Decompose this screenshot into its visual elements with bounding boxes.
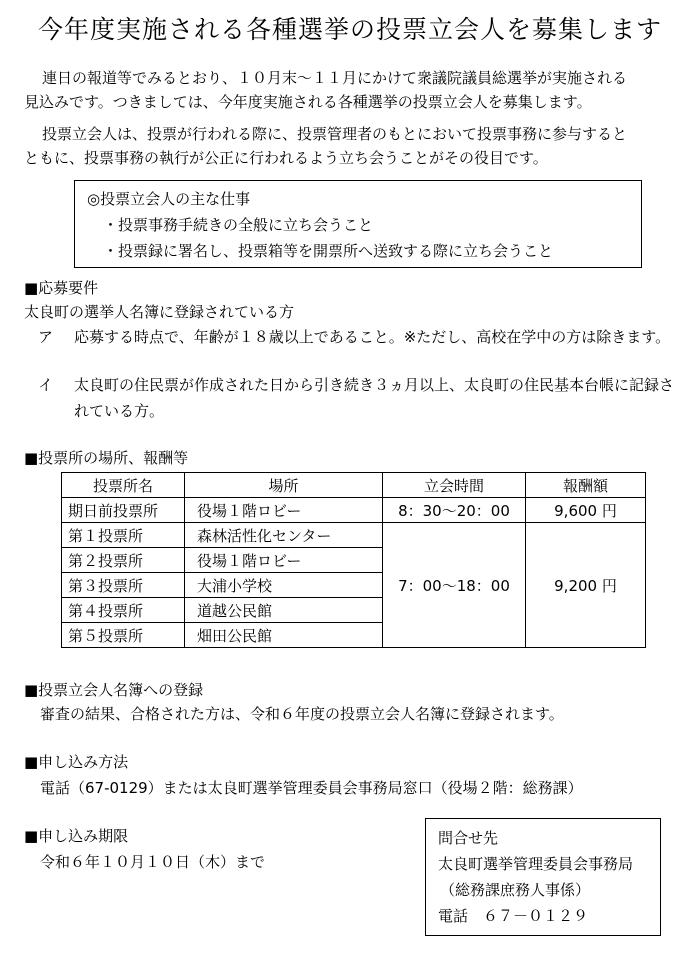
column-header-venue: 投票所名 [62,473,185,498]
venue-name: 第２投票所 [62,548,185,573]
venue-time: 8：30～20：00 [383,498,526,523]
venue-place: 大浦小学校 [185,573,383,598]
deadline-heading: ■申し込み期限 [24,827,129,845]
intro-paragraph-1-line-2: 見込みです。つきましては、今年度実施される各種選挙の投票立会人を募集します。 [24,93,592,111]
intro-paragraph-1-line-1: 連日の報道等でみるとおり、１０月末～１１月にかけて衆議院議員総選挙が実施される [42,69,628,87]
venue-fee: 9,600 円 [526,498,646,523]
intro-paragraph-2-line-1: 投票立会人は、投票が行われる際に、投票管理者のもとにおいて投票事務に参与すると [42,125,628,143]
column-header-place: 場所 [185,473,383,498]
requirements-heading: ■応募要件 [24,279,99,297]
requirement-mark: ア [38,328,54,346]
requirement-item [24,324,684,376]
deadline-text: 令和６年１０月１０日（木）まで [40,853,266,871]
requirement-item [24,372,684,424]
table-row [62,498,646,523]
register-text: 審査の結果、合格された方は、令和６年度の投票立会人名簿に登録されます。 [40,705,564,723]
venues-table [61,472,646,648]
venue-group-time: 7：00～18：00 [383,523,526,648]
register-heading: ■投票立会人名簿への登録 [24,681,204,699]
requirement-text: 応募する時点で、年齢が１８歳以上であること。※ただし、高校在学中の方は除きます。 [74,328,671,346]
venue-name: 期日前投票所 [62,498,185,523]
venue-place: 森林活性化センター [185,523,383,548]
apply-method-text: 電話（67-0129）または太良町選挙管理委員会事務局窓口（役場２階：総務課） [40,779,583,797]
contact-phone: 電話 ６７－０１２９ [438,907,589,925]
table-row [62,523,646,548]
contact-box [425,818,661,936]
venues-heading: ■投票所の場所、報酬等 [24,449,189,467]
venue-name: 第３投票所 [62,573,185,598]
column-header-time: 立会時間 [383,473,526,498]
requirement-text: 太良町の住民票が作成された日から引き続き３ヵ月以上、太良町の住民基本台帳に記録されている方。 [74,376,675,420]
venue-name: 第５投票所 [62,623,185,648]
column-header-fee: 報酬額 [526,473,646,498]
venue-name: 第４投票所 [62,598,185,623]
venue-group-fee: 9,200 円 [526,523,646,648]
main-task-item: ・投票事務手続きの全般に立ち会うこと [103,216,374,234]
requirement-mark: イ [38,376,54,394]
venue-place: 役場１階ロビー [185,498,383,523]
main-tasks-box [74,180,642,268]
main-tasks-heading: ◎投票立会人の主な仕事 [87,190,251,208]
table-header-row [62,473,646,498]
contact-department: （総務課庶務人事係） [440,881,591,899]
intro-paragraph-2-line-2: ともに、投票事務の執行が公正に行われるよう立ち会うことがその役目です。 [24,149,548,167]
contact-organization: 太良町選挙管理委員会事務局 [438,855,634,873]
venue-name: 第１投票所 [62,523,185,548]
venue-place: 役場１階ロビー [185,548,383,573]
main-task-item: ・投票録に署名し、投票箱等を開票所へ送致する際に立ち会うこと [103,242,554,260]
venue-place: 畑田公民館 [185,623,383,648]
page-title: 今年度実施される各種選挙の投票立会人を募集します [37,15,662,44]
venue-place: 道越公民館 [185,598,383,623]
apply-method-heading: ■申し込み方法 [24,753,129,771]
requirements-lead: 太良町の選挙人名簿に登録されている方 [24,303,295,321]
contact-label: 問合せ先 [438,829,499,847]
